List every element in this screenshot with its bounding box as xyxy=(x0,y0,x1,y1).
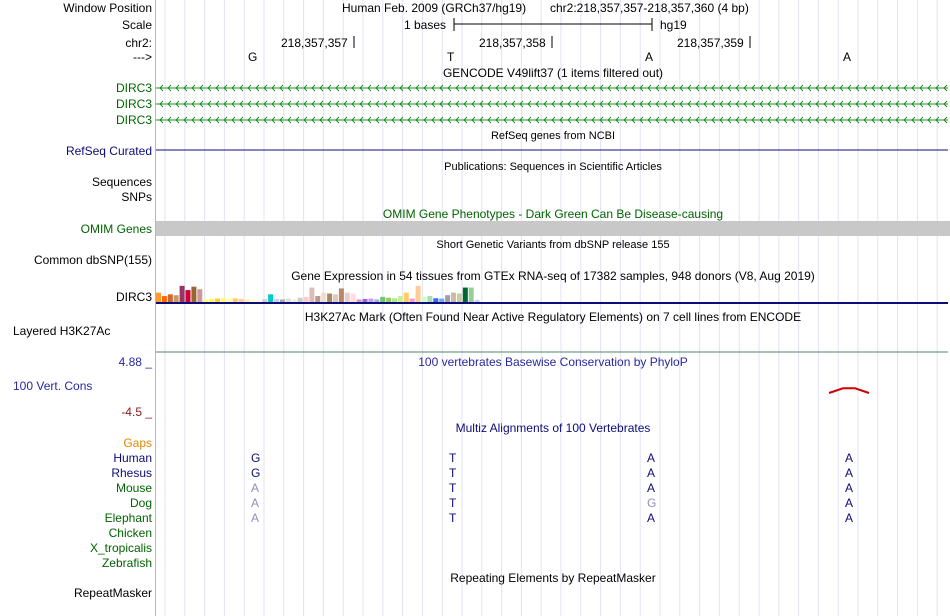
gtex-tissue-bar xyxy=(168,294,173,302)
rmsk-track-title[interactable]: Repeating Elements by RepeatMasker xyxy=(450,571,656,585)
gtex-tissue-bar xyxy=(274,299,279,302)
alignment-base: G xyxy=(251,466,261,480)
ruler-tick-label: 218,357,359 xyxy=(677,36,744,50)
gtex-tissue-bar xyxy=(410,299,415,302)
gtex-tissue-bar xyxy=(280,299,285,302)
alignment-base: T xyxy=(449,481,457,495)
gtex-tissue-bar xyxy=(156,293,161,302)
gtex-tissue-bar xyxy=(180,286,185,302)
scale-label: Scale xyxy=(121,18,152,32)
base-letter: G xyxy=(248,50,258,64)
gtex-tissue-bar xyxy=(197,289,202,302)
gtex-tissue-bar xyxy=(357,299,362,302)
gtex-tissue-bar xyxy=(239,299,244,302)
cons-peak xyxy=(829,388,869,393)
publications-snps-label[interactable]: SNPs xyxy=(121,190,152,204)
gtex-tissue-bar xyxy=(427,296,432,302)
gtex-tissue-bar xyxy=(475,300,480,302)
alignment-base: A xyxy=(251,481,260,495)
gtex-tissue-bar xyxy=(245,299,250,302)
alignment-base: T xyxy=(449,451,457,465)
gtex-tissue-bar xyxy=(327,294,332,303)
chrom-label: chr2: xyxy=(125,36,152,50)
gtex-tissue-bar xyxy=(368,299,373,302)
gtex-gene-label[interactable]: DIRC3 xyxy=(115,290,152,304)
gtex-tissue-bar xyxy=(374,299,379,302)
gencode-track-title[interactable]: GENCODE V49lift37 (1 items filtered out) xyxy=(442,66,664,80)
cons-max-label: 4.88 _ xyxy=(118,355,152,369)
gtex-tissue-bar xyxy=(439,299,444,302)
gencode-gene-label[interactable]: DIRC3 xyxy=(115,81,152,95)
alignment-base: A xyxy=(251,511,260,525)
publications-track-title[interactable]: Publications: Sequences in Scientific Articles xyxy=(444,161,662,173)
gtex-tissue-bar xyxy=(363,299,368,302)
rmsk-label[interactable]: RepeatMasker xyxy=(73,586,152,600)
multiz-track-title[interactable]: Multiz Alignments of 100 Vertebrates xyxy=(455,421,651,435)
gtex-tissue-bar xyxy=(392,298,397,302)
gtex-tissue-bar xyxy=(227,299,232,302)
gtex-track-title[interactable]: Gene Expression in 54 tissues from GTEx RNA-seq of 17382 samples, 948 donors (V8, Aug 2019) xyxy=(291,269,815,283)
ruler-tick-label: 218,357,358 xyxy=(479,36,546,50)
gtex-tissue-bar xyxy=(174,295,179,302)
omim-label[interactable]: OMIM Genes xyxy=(80,222,152,236)
alignment-base: A xyxy=(647,481,656,495)
gtex-tissue-bar xyxy=(351,294,356,303)
omim-gene-bar xyxy=(156,221,950,236)
alignment-base: A xyxy=(647,511,656,525)
scale-db: hg19 xyxy=(660,18,687,32)
alignment-base: G xyxy=(251,451,261,465)
species-label[interactable]: X_tropicalis xyxy=(89,541,152,555)
gtex-tissue-bar xyxy=(262,299,267,302)
gtex-tissue-bar xyxy=(209,299,214,302)
gtex-tissue-bar xyxy=(203,299,208,302)
gtex-tissue-bar xyxy=(433,298,438,302)
species-label[interactable]: Elephant xyxy=(104,511,152,525)
alignment-base: A xyxy=(845,451,854,465)
gtex-tissue-bar xyxy=(292,300,297,302)
cons-min-label: -4.5 _ xyxy=(121,405,152,419)
h3k27ac-label[interactable]: Layered H3K27Ac xyxy=(13,324,111,338)
species-label[interactable]: Rhesus xyxy=(111,466,152,480)
cons-label[interactable]: 100 Vert. Cons xyxy=(13,379,93,393)
dbsnp-label[interactable]: Common dbSNP(155) xyxy=(33,253,152,267)
gtex-tissue-bar xyxy=(380,297,385,302)
gtex-tissue-bar xyxy=(286,299,291,302)
scale-size: 1 bases xyxy=(404,18,447,32)
alignment-base: A xyxy=(845,496,854,510)
gtex-tissue-bar xyxy=(457,294,462,303)
alignment-base: T xyxy=(449,466,457,480)
ruler-tick-label: 218,357,357 xyxy=(281,36,348,50)
alignment-base: A xyxy=(845,466,854,480)
region-position[interactable]: chr2:218,357,357-218,357,360 (4 bp) xyxy=(550,1,749,15)
alignment-base: A xyxy=(647,466,656,480)
gtex-tissue-bar xyxy=(186,290,191,302)
species-label[interactable]: Chicken xyxy=(108,526,152,540)
gtex-tissue-bar xyxy=(339,288,344,302)
gtex-tissue-bar xyxy=(233,298,238,302)
gtex-tissue-bar xyxy=(445,295,450,302)
gtex-tissue-bar xyxy=(345,293,350,302)
gtex-tissue-bar xyxy=(463,288,468,302)
gtex-tissue-bar xyxy=(191,287,196,302)
species-label[interactable]: Human xyxy=(113,451,152,465)
alignment-base: A xyxy=(251,496,260,510)
gtex-tissue-bar xyxy=(404,293,409,302)
gtex-tissue-bar xyxy=(250,300,255,302)
window-position-label: Window Position xyxy=(63,1,152,15)
gtex-tissue-bar xyxy=(451,293,456,302)
cons-track-title[interactable]: 100 vertebrates Basewise Conservation by PhyloP xyxy=(418,355,688,369)
gtex-tissue-bar xyxy=(304,297,309,302)
alignment-base: G xyxy=(647,496,657,510)
species-label[interactable]: Zebrafish xyxy=(101,556,152,570)
gtex-tissue-bar xyxy=(298,298,303,302)
alignment-base: A xyxy=(845,511,854,525)
alignment-base: T xyxy=(449,496,457,510)
base-letter: A xyxy=(645,50,654,64)
gtex-tissue-bar xyxy=(398,296,403,302)
gencode-gene-label[interactable]: DIRC3 xyxy=(115,113,152,127)
gtex-tissue-bar xyxy=(321,293,326,302)
gtex-tissue-bar xyxy=(256,300,261,302)
species-label[interactable]: Dog xyxy=(129,496,152,510)
gtex-tissue-bar xyxy=(469,288,474,302)
assembly-name: Human Feb. 2009 (GRCh37/hg19) xyxy=(342,1,527,15)
alignment-base: T xyxy=(449,511,457,525)
base-letter: A xyxy=(843,50,852,64)
strand-direction-label: ---> xyxy=(133,50,152,64)
gtex-tissue-bar xyxy=(333,294,338,302)
gtex-tissue-bar xyxy=(215,299,220,302)
gtex-tissue-bar xyxy=(315,296,320,302)
alignment-base: A xyxy=(845,481,854,495)
base-letter: T xyxy=(447,50,455,64)
gtex-tissue-bar xyxy=(386,298,391,302)
omim-track-title[interactable]: OMIM Gene Phenotypes - Dark Green Can Be Disease-causing xyxy=(382,207,724,221)
gtex-tissue-bar xyxy=(422,297,427,302)
alignment-base: A xyxy=(647,451,656,465)
gtex-tissue-bar xyxy=(268,294,273,302)
h3k27ac-track-title[interactable]: H3K27Ac Mark (Often Found Near Active Regulatory Elements) on 7 cell lines from ENCODE xyxy=(304,310,802,324)
refseq-track-title[interactable]: RefSeq genes from NCBI xyxy=(490,130,616,142)
refseq-label[interactable]: RefSeq Curated xyxy=(65,144,152,158)
gaps-label: Gaps xyxy=(123,436,152,450)
gencode-gene-label[interactable]: DIRC3 xyxy=(115,97,152,111)
gtex-tissue-bar xyxy=(416,286,421,302)
gtex-tissue-bar xyxy=(309,288,314,302)
gtex-tissue-bar xyxy=(221,298,226,302)
gtex-tissue-bar xyxy=(162,296,167,302)
species-label[interactable]: Mouse xyxy=(115,481,152,495)
dbsnp-track-title[interactable]: Short Genetic Variants from dbSNP release 155 xyxy=(436,239,670,251)
publications-sequences-label[interactable]: Sequences xyxy=(91,175,152,189)
